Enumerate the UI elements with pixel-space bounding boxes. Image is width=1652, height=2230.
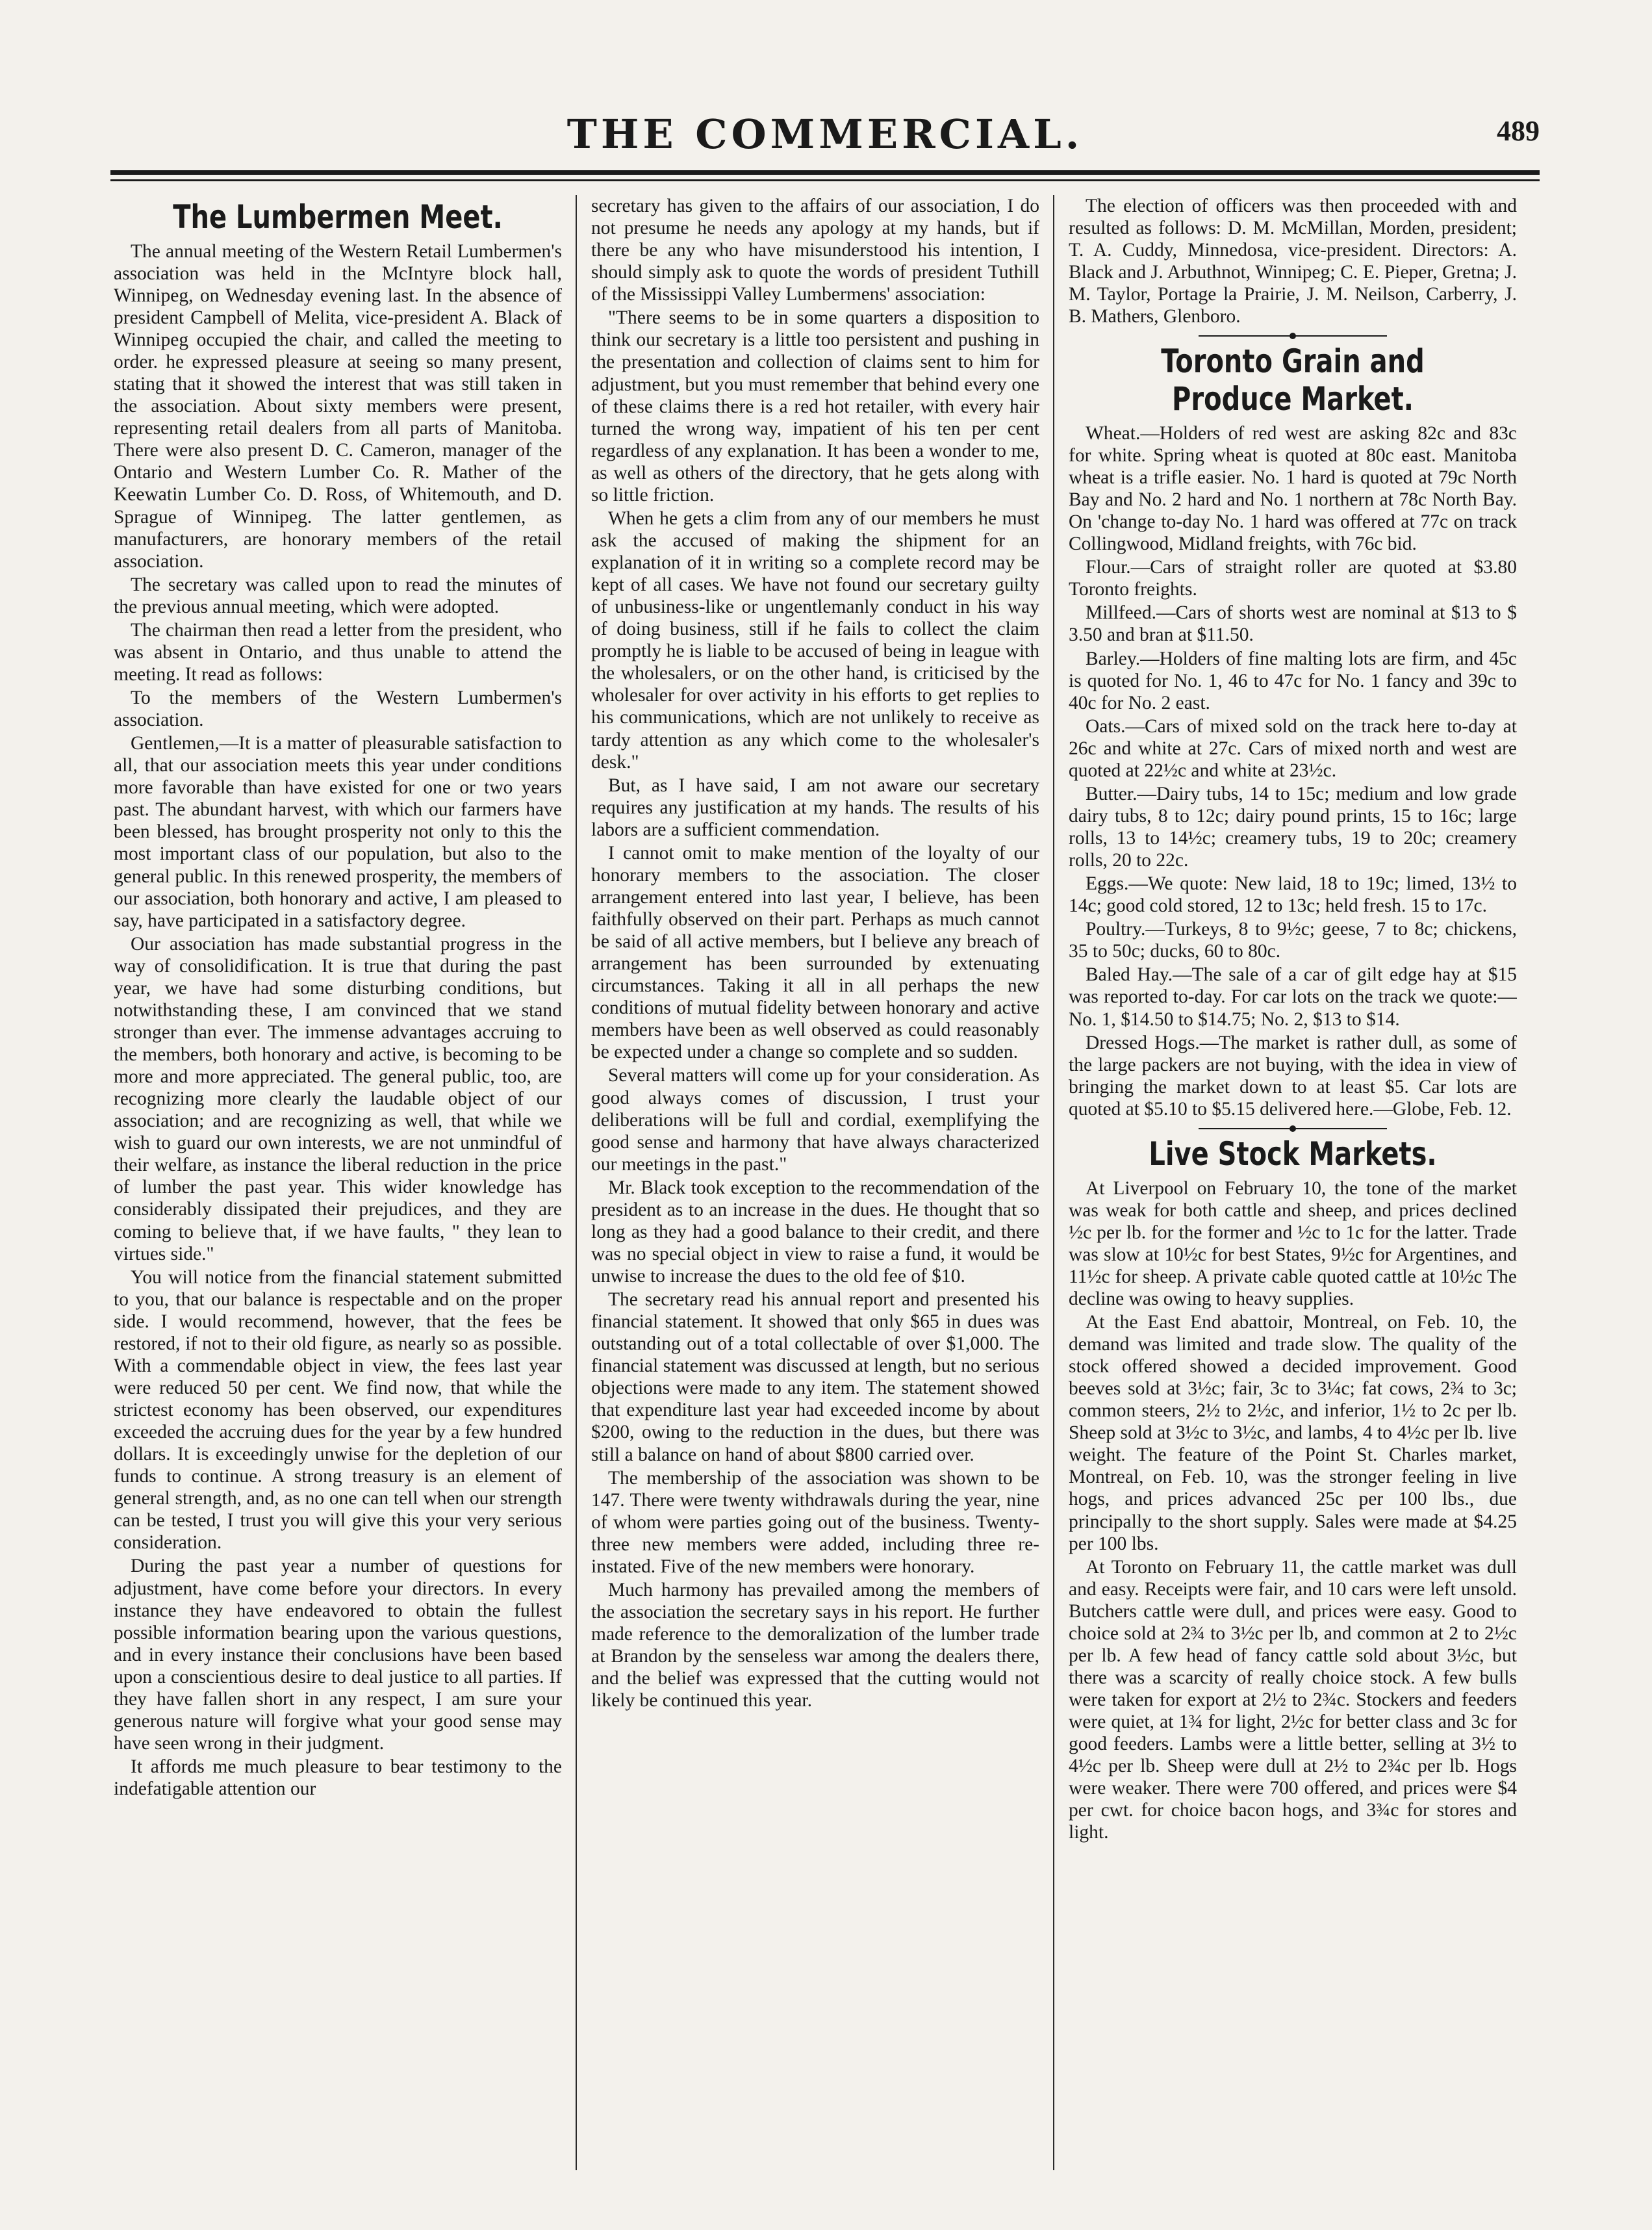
headline-toronto-grain: Toronto Grain and Produce Market. — [1161, 342, 1425, 418]
headline-lumbermen-meet: The Lumbermen Meet. — [173, 198, 503, 236]
column-3 — [1069, 195, 1517, 2170]
article-paragraph: The annual meeting of the Western Retail Lumbermen's association was held in the McIntyre block hall, Winnipeg, on Wednesday evening last. In the absence of president Campbell of Melita, vice-president A. Black of Winnipeg occupied the chair, and called the meeting to order. he expressed pleasure at seeing so many present, stating that it showed the interest that was still taken in the association. About sixty members were present, representing retail dealers from all parts of Manitoba. There were also present D. C. Cameron, manager of the Ontario and Western Lumber Co. R. Mather of the Keewatin Lumber Co. D. Ross, of Whitemouth, and D. Sprague of Winnipeg. The latter gentlemen, as manufacturers, are honorary members of the retail association. — [114, 240, 562, 572]
market-paragraph: Poultry.—Turkeys, 8 to 9½c; geese, 7 to 8c; chickens, 35 to 50c; ducks, 60 to 80c. — [1069, 919, 1517, 962]
market-paragraph: Millfeed.—Cars of shorts west are nominal at $13 to $ 3.50 and bran at $11.50. — [1069, 602, 1517, 646]
market-paragraph: Barley.—Holders of fine malting lots are firm, and 45c is quoted for No. 1, 46 to 47c for No. 1 fancy and 39c to 40c for No. 2 east. — [1069, 648, 1517, 713]
article-paragraph: "There seems to be in some quarters a disposition to think our secretary is a little too persistent and pushing in the presentation and collection of claims sent to him for adjustment, but you must remember that behind every one of these claims there is a red hot retailer, with every hair turned the wrong way, impatient of his ten per cent regardless of any explanation. It has been a wonder to me, as well as others of the directory, that he gets along with so little friction. — [591, 307, 1039, 506]
column-1 — [114, 195, 562, 2170]
market-paragraph: At Liverpool on February 10, the tone of the market was weak for both cattle and sheep, and prices declined ½c per lb. for the former and ½c to 1c for the latter. Trade was slow at 10½c for best States, 9½c for Argentines, and 11½c for sheep. A private cable quoted cattle at 10½c The decline was owing to heavy supplies. — [1069, 1177, 1517, 1309]
article-paragraph: When he gets a clim from any of our members he must ask the accused of making the shipment for an explanation of it in writing so a complete record may be kept of all cases. We have not found our secretary guilty of unbusiness-like or ungentlemanly conduct in his way of doing business, still if he fails to collect the claim promptly he is liable to be accused of being in league with the wholesalers, or on the other hand, is criticised by the wholesaler for over activity in his efforts to get replies to his communications, which are not unlikely to receive as tardy attention as any which come to the wholesaler's desk." — [591, 507, 1039, 773]
header-rule-thick — [110, 170, 1540, 175]
market-paragraph: Oats.—Cars of mixed sold on the track here to-day at 26c and white at 27c. Cars of mixed north and west are quoted at 22½c and white at 23½c. — [1069, 715, 1517, 781]
column-divider-2 — [1053, 195, 1054, 2170]
article-paragraph: The membership of the association was shown to be 147. There were twenty withdrawals during the year, nine of whom were parties going out of the business. Twenty-three new members were added, including three re-instated. Five of the new members were honorary. — [591, 1467, 1039, 1577]
article-paragraph: The election of officers was then proceeded with and resulted as follows: D. M. McMillan, Morden, president; T. A. Cuddy, Minnedosa, vice-president. Directors: A. Black and J. Arbuthnot, Winnipeg; C. E. Pieper, Gretna; J. M. Taylor, Portage la Prairie, J. M. Neilson, Carberry, J. B. Mathers, Glenboro. — [1069, 196, 1517, 327]
article-paragraph: But, as I have said, I am not aware our secretary requires any justification at my hands. The results of his labors are a sufficient commendation. — [591, 775, 1039, 840]
section-separator — [1069, 333, 1517, 339]
article-paragraph: The chairman then read a letter from the president, who was absent in Ontario, and thus unable to attend the meeting. It read as follows: — [114, 619, 562, 685]
section-separator — [1069, 1125, 1517, 1132]
article-paragraph: To the members of the Western Lumbermen's association. — [114, 687, 562, 731]
article-paragraph: Mr. Black took exception to the recommendation of the president as to an increase in the dues. He thought that so long as they had a good balance to their credit, and there was no special object in view to raise a fund, it would be unwise to increase the dues to the old fee of $10. — [591, 1177, 1039, 1287]
market-paragraph: Flour.—Cars of straight roller are quoted at $3.80 Toronto freights. — [1069, 557, 1517, 600]
article-paragraph: The secretary was called upon to read the minutes of the previous annual meeting, which were adopted. — [114, 574, 562, 617]
article-paragraph: During the past year a number of questions for adjustment, have come before your directors. In every instance they have endeavored to obtain the fullest possible information bearing upon the various questions, and in every instance their conclusions have been based upon a conscientious desire to deal justice to all parties. If they have fallen short in any respect, I am sure your generous nature will forgive what your good sense may have seen wrong in their judgment. — [114, 1556, 562, 1754]
market-paragraph: Eggs.—We quote: New laid, 18 to 19c; limed, 13½ to 14c; good cold stored, 12 to 13c; held fresh. 15 to 17c. — [1069, 873, 1517, 917]
market-paragraph: Dressed Hogs.—The market is rather dull, as some of the large packers are not buying, with the idea in view of bringing the market down to at least $5. Car lots are quoted at $5.10 to $5.15 delivered here.—Globe, Feb. 12. — [1069, 1032, 1517, 1120]
article-paragraph: secretary has given to the affairs of our association, I do not presume he needs any apology at my hands, but if there be any who have misunderstood his intention, I should simply ask to quote the words of president Tuthill of the Mississippi Valley Lumbermens' association: — [591, 196, 1039, 305]
market-paragraph: At the East End abattoir, Montreal, on Feb. 10, the demand was limited and trade slow. The quality of the stock offered showed a decided improvement. Good beeves sold at 3½c; fair, 3c to 3¼c; fat cows, 2¾ to 3c; common steers, 2½ to 2½c, and inferior, 1½ to 2c per lb. Sheep sold at 3½c to 3½c, and lambs, 4 to 4½c per lb. live weight. The feature of the Point St. Charles market, Montreal, on Feb. 10, was the stronger feeling in live hogs, and prices advanced 25c per 100 lbs., due principally to the short supply. Sales were made at $4.25 per 100 lbs. — [1069, 1311, 1517, 1554]
newspaper-title: THE COMMERCIAL. — [566, 110, 1084, 158]
article-paragraph: Much harmony has prevailed among the members of the association the secretary says in his report. He further made reference to the demoralization of the lumber trade at Brandon by the senseless war among the dealers there, and the belief was expressed that the cutting would not likely be continued this year. — [591, 1579, 1039, 1711]
article-paragraph: I cannot omit to make mention of the loyalty of our honorary members to the association. The closer arrangement entered into last year, I believe, has been faithfully observed on their part. Perhaps as much cannot be said of all active members, but I believe any breach of arrangement has been surrounded by extenuating circumstances. Taking it all in all perhaps the new conditions of mutual fidelity between honorary and active members have been as well observed as could reasonably be expected under a change so complete and so sudden. — [591, 842, 1039, 1063]
headline-live-stock: Live Stock Markets. — [1149, 1134, 1437, 1173]
article-paragraph: It affords me much pleasure to bear testimony to the indefatigable attention our — [114, 1756, 562, 1800]
header-rule-thin — [110, 179, 1540, 181]
article-paragraph: Gentlemen,—It is a matter of pleasurable satisfaction to all, that our association meets this year under conditions more favorable than have existed for one or two years past. The abundant harvest, with which our farmers have been blessed, has brought prosperity not only to this the most important class of our population, but also to the general public. In this renewed prosperity, the members of our association, both honorary and active, I am pleased to say, have participated in a satisfactory degree. — [114, 733, 562, 931]
column-divider-1 — [576, 195, 577, 2170]
article-paragraph: Several matters will come up for your consideration. As good always comes of discussion, I trust your deliberations will be full and cordial, exemplifying the good sense and harmony that have always characterized our meetings in the past." — [591, 1065, 1039, 1175]
masthead — [110, 97, 1540, 169]
market-paragraph: Butter.—Dairy tubs, 14 to 15c; medium and low grade dairy tubs, 8 to 12c; dairy pound prints, 15 to 16c; large rolls, 13 to 14½c; creamery tubs, 19 to 20c; creamery rolls, 20 to 22c. — [1069, 783, 1517, 871]
article-paragraph: You will notice from the financial statement submitted to you, that our balance is respectable and on the proper side. I would recommend, however, that the fees be restored, if not to their old figure, as nearly so as possible. With a commendable object in view, the fees last year were reduced 50 per cent. We find now, that while the strictest economy has been observed, our expenditures exceeded the accruing dues for the year by a few hundred dollars. It is exceedingly unwise for the depletion of our funds to continue. A strong treasury is an element of general strength, and, as no one can tell when our strength can be tested, I trust you will give this your very serious consideration. — [114, 1266, 562, 1554]
page-number: 489 — [1497, 115, 1540, 147]
market-paragraph: Baled Hay.—The sale of a car of gilt edge hay at $15 was reported to-day. For car lots on the track we quote:—No. 1, $14.50 to $14.75; No. 2, $13 to $14. — [1069, 964, 1517, 1030]
column-2 — [591, 195, 1039, 2170]
article-paragraph: Our association has made substantial progress in the way of consolidification. It is true that during the past year, we have had some disturbing conditions, but notwithstanding these, I am convinced that we stand stronger than ever. The immense advantages accruing to the members, both honorary and active, is becoming to be more and more appreciated. The general public, too, are recognizing more clearly the laudable object of our association; and are recognizing as well, that while we wish to guard our own interests, we are not unmindful of their welfare, as instance the liberal reduction in the price of lumber the past year. This wider knowledge has considerably dissipated their prejudices, and they are coming to believe that, if we have faults, " they lean to virtues side." — [114, 933, 562, 1264]
market-paragraph: Wheat.—Holders of red west are asking 82c and 83c for white. Spring wheat is quoted at 80c east. Manitoba wheat is a trifle easier. No. 1 hard is quoted at 79c North Bay and No. 2 hard and No. 1 northern at 78c North Bay. On 'change to-day No. 1 hard was offered at 77c on track Collingwood, Midland freights, with 76c bid. — [1069, 422, 1517, 555]
article-paragraph: The secretary read his annual report and presented his financial statement. It showed that only $65 in dues was outstanding out of a total collectable of over $1,000. The financial statement was discussed at length, but no serious objections were made to any item. The statement showed that expenditure last year had exceeded income by about $200, owing to the reduction in the dues, but there was still a balance on hand of about $800 carried over. — [591, 1289, 1039, 1465]
market-paragraph: At Toronto on February 11, the cattle market was dull and easy. Receipts were fair, and 10 cars were left unsold. Butchers cattle were dull, and prices were easy. Good to choice sold at 2¾ to 3½c per lb, and common at 2 to 2½c per lb. A few head of fancy cattle sold about 3½c, but there was a scarcity of really choice stock. A few bulls were taken for export at 2½ to 2¾c. Stockers and feeders were quiet, at 1¾ for light, 2½c for better class and 3c for good feeders. Lambs were a little better, selling at 3½ to 4½c per lb. Sheep were dull at 2½ to 2¾c per lb. Hogs were weaker. There were 700 offered, and prices were $4 per cwt. for choice bacon hogs, and 3¾c for stores and light. — [1069, 1556, 1517, 1843]
